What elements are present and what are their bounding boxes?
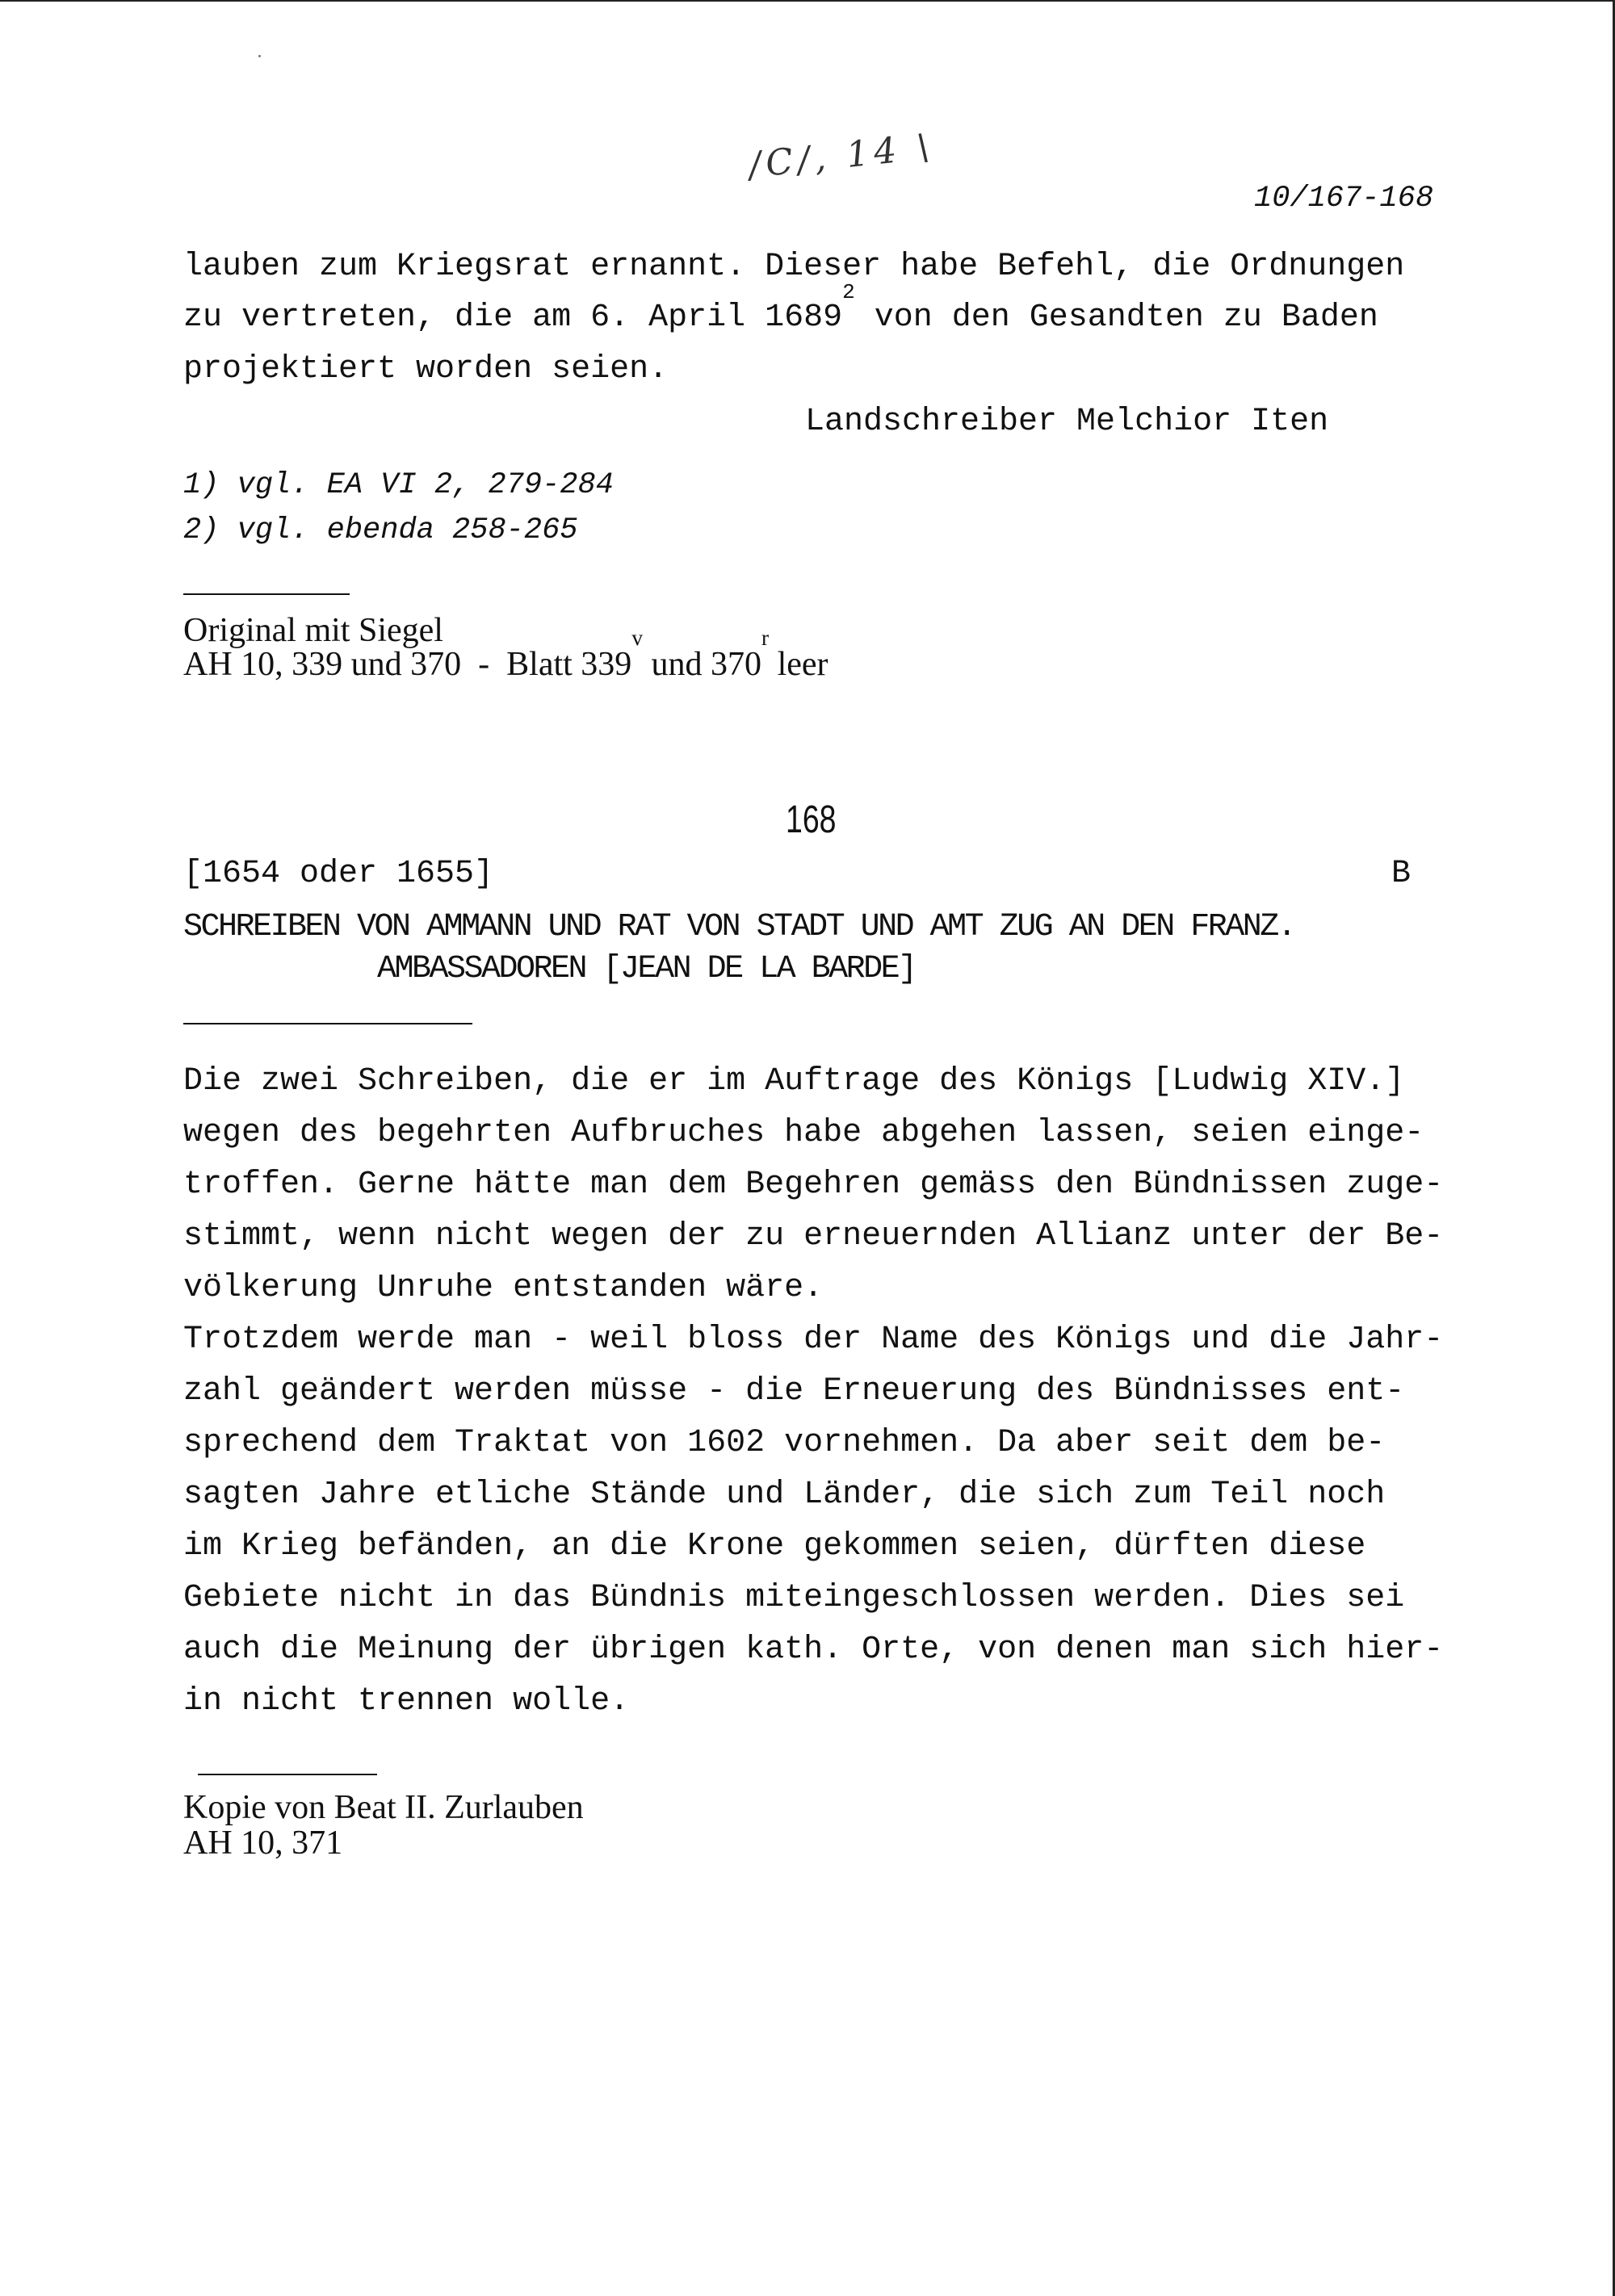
handwritten-note: /C/, 14 \ <box>747 125 937 186</box>
body-line-7: zahl geändert werden müsse - die Erneuerung des Bündnisses ent- <box>183 1373 1405 1410</box>
separator-rule-3 <box>198 1774 377 1775</box>
footnote-1: 1) vgl. EA VI 2, 279-284 <box>183 468 614 502</box>
verso-marker: v <box>631 625 643 650</box>
document-mark: B <box>1391 856 1412 892</box>
body-line-11: Gebiete nicht in das Bündnis miteingeschlossen werden. Dies sei <box>183 1580 1405 1616</box>
prev-letter-line-2-rest: von den Gesandten zu Baden <box>854 300 1378 336</box>
signature: Landschreiber Melchior Iten <box>805 404 1329 440</box>
body-line-4: stimmt, wenn nicht wegen der zu erneuernden Allianz unter der Be- <box>183 1218 1444 1255</box>
document-number: 168 <box>786 798 837 841</box>
heading-line-1: SCHREIBEN VON AMMANN UND RAT VON STADT UND AMT ZUG AN DEN FRANZ. <box>183 909 1295 945</box>
source2-line-2: AH 10, 371 <box>183 1825 343 1862</box>
body-line-9: sagten Jahre etliche Stände und Länder, die sich zum Teil noch <box>183 1477 1386 1513</box>
recto-marker: r <box>761 625 770 650</box>
body-line-1: Die zwei Schreiben, die er im Auftrage des Königs [Ludwig XIV.] <box>183 1063 1405 1100</box>
document-date: [1654 oder 1655] <box>183 856 494 892</box>
prev-letter-line-2-text: zu vertreten, die am 6. April 1689 <box>183 300 843 336</box>
source-line-2-part-a: AH 10, 339 und 370 - Blatt 339 <box>183 646 632 683</box>
body-line-6: Trotzdem werde man - weil bloss der Name des Königs und die Jahr- <box>183 1322 1444 1358</box>
source2-line-1: Kopie von Beat II. Zurlauben <box>183 1789 584 1826</box>
body-line-5: völkerung Unruhe entstanden wäre. <box>183 1270 824 1306</box>
source-line-2-part-b: und 370 <box>642 646 761 683</box>
prev-letter-line-1: lauben zum Kriegsrat ernannt. Dieser habe Befehl, die Ordnungen <box>183 249 1405 285</box>
scan-speck <box>258 55 261 57</box>
body-line-10: im Krieg befänden, an die Krone gekommen seien, dürften diese <box>183 1528 1366 1565</box>
source-line-1: Original mit Siegel <box>183 612 443 649</box>
prev-letter-line-2 <box>183 280 1378 336</box>
page-reference: 10/167-168 <box>1254 182 1434 216</box>
separator-rule-1 <box>183 593 350 595</box>
source-line-2-part-c: leer <box>769 646 828 683</box>
heading-line-2: AMBASSADOREN [JEAN DE LA BARDE] <box>377 951 916 987</box>
footnote-marker-2: 2 <box>842 280 855 305</box>
prev-letter-line-3: projektiert worden seien. <box>183 351 669 388</box>
body-line-13: in nicht trennen wolle. <box>183 1683 630 1720</box>
separator-rule-2 <box>183 1023 472 1024</box>
body-line-3: troffen. Gerne hätte man dem Begehren gemäss den Bündnissen zuge- <box>183 1167 1444 1203</box>
body-line-12: auch die Meinung der übrigen kath. Orte, von denen man sich hier- <box>183 1632 1444 1668</box>
body-line-8: sprechend dem Traktat von 1602 vornehmen. Da aber seit dem be- <box>183 1425 1386 1461</box>
body-line-2: wegen des begehrten Aufbruches habe abgehen lassen, seien einge- <box>183 1115 1424 1151</box>
footnote-2: 2) vgl. ebenda 258-265 <box>183 513 578 547</box>
